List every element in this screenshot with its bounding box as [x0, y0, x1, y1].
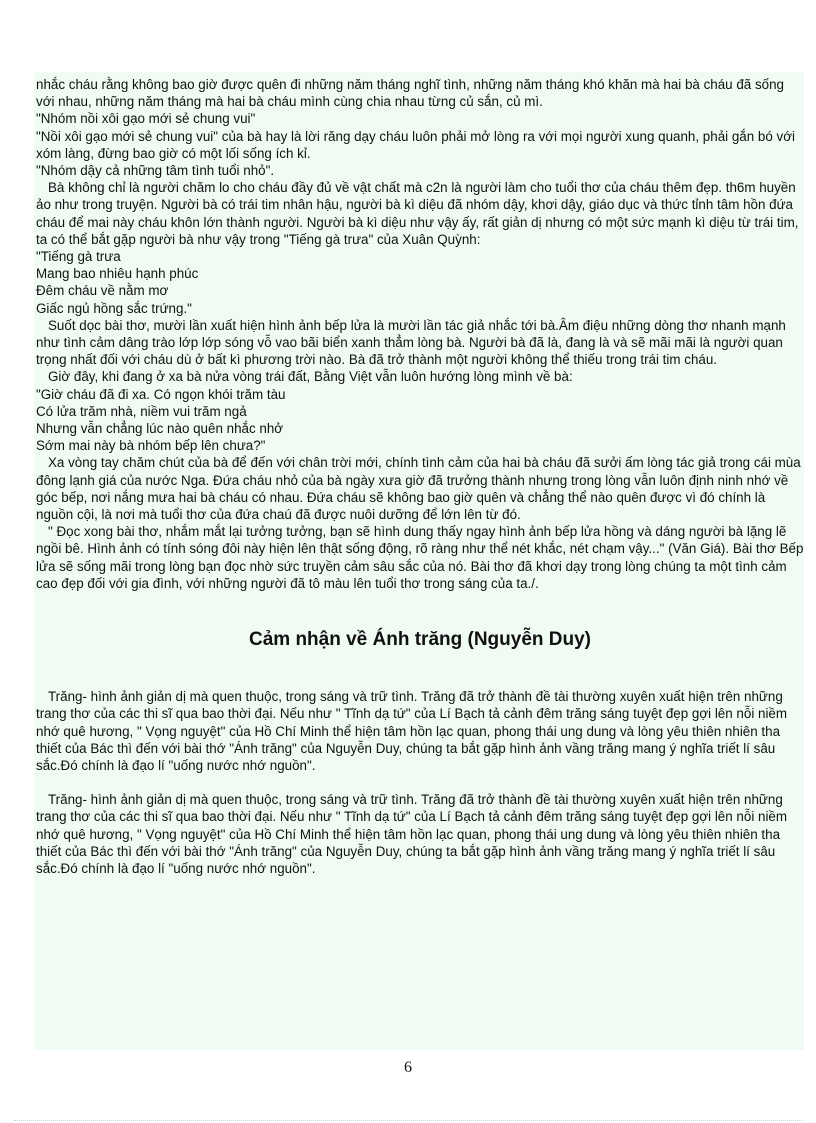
paragraph: Xa vòng tay chăm chút của bà để đến với chân trời mới, chính tình cảm của hai bà cháu đã sưởi ấm lòng tác giả trong cái mùa đông lạnh giá của nước Nga. Đứa cháu nhỏ của bà ngày xưa giờ đã trưởng thành nhưng trong lòng vẫn luôn định ninh nhớ về góc bếp, nơi nắng mưa hai bà cháu có nhau. Đứa cháu sẽ không bao giờ quên và chẳng thể nào quên được vì đó chính là nguồn cội, là nơi mà tuổi thơ của đứa chaú đã được nuôi dưỡng để lớn lên từ đó.: [36, 455, 801, 523]
poem-line: "Giờ cháu đã đi xa. Có ngọn khói trăm tàu: [36, 386, 286, 402]
paragraph-continuation: nhắc cháu rằng không bao giờ được quên đi những năm tháng nghĩ tình, những năm tháng khó khăn mà hai bà cháu đã sống với nhau, những năm tháng mà hai bà cháu mình cùng chia nhau từng củ sắn, củ mì.: [36, 77, 784, 110]
poem-line: Sớm mai này bà nhóm bếp lên chưa?": [36, 438, 266, 454]
paragraph: Giờ đây, khi đang ở xa bà nửa vòng trái đất, Bằng Việt vẫn luôn hướng lòng mình về bà:: [48, 369, 573, 385]
poem-line: Có lửa trăm nhà, niềm vui trăm ngả: [36, 403, 247, 419]
paragraph: "Nồi xôi gạo mới sẻ chung vui" của bà hay là lời răng dạy cháu luôn phải mở lòng ra với mọi người xung quanh, phải gắn bó với xóm làng, đừng bao giờ có một lối sống ích kỉ.: [36, 128, 795, 161]
poem-line: Giấc ngủ hồng sắc trứng.": [36, 300, 192, 316]
document-body: [36, 76, 804, 877]
poem-line: Mang bao nhiêu hạnh phúc: [36, 266, 199, 282]
quote-line: "Nhóm nồi xôi gạo mới sẻ chung vui": [36, 111, 256, 127]
quote-line: "Nhóm dậy cả những tâm tình tuổi nhỏ".: [36, 163, 275, 179]
page-number: 6: [404, 1059, 412, 1076]
paragraph: Bà không chỉ là người chăm lo cho cháu đầy đủ về vật chất mà c2n là người làm cho tuổi thơ của cháu thêm đẹp. th6m huyền ảo như trong truyện. Người bà có trái tim nhân hậu, người bà kì diệu đã nhóm dậy, khơi dậy, giáo dục và thức tỉnh tâm hồn đứa cháu để mai này cháu khôn lớn thành người. Người bà kì diệu như vậy ấy, rất giản dị nhưng có một sức mạnh kì diệu từ trái tim, ta có thể bắt gặp người bà như vậy trong "Tiếng gà trưa" của Xuân Quỳnh:: [36, 180, 799, 247]
paragraph: " Đọc xong bài thơ, nhắm mắt lại tưởng tưởng, bạn sẽ hình dung thấy ngay hình ảnh bếp lửa hồng và dáng người bà lặng lẽ ngồi bê. Hình ảnh có tính sóng đôi này hiện lên thật sống động, rõ ràng như thể nét khắc, nét chạm vậy..." (Văn Giá). Bài thơ Bếp lửa sẽ sống mãi trong lòng bạn đọc nhờ sức truyền cảm sâu sắc của nó. Bài thơ đã khơi dạy trong lòng chúng ta một tình cảm cao đẹp đối với gia đình, với những người đã tô màu lên tuổi thơ trong sáng của ta./.: [36, 524, 804, 591]
poem-line: Nhưng vẫn chẳng lúc nào quên nhắc nhở: [36, 421, 284, 437]
page-bottom-divider: [14, 1120, 802, 1121]
section-paragraph: Trăng- hình ảnh giản dị mà quen thuộc, trong sáng và trữ tình. Trăng đã trở thành đề tài thường xuyên xuất hiện trên những trang thơ của các thi sĩ qua bao thời đại. Nếu như " Tĩnh dạ tứ" của Lí Bạch tả cảnh đêm trăng sáng tuyệt đẹp gợi lên nỗi niềm nhớ quê hương, " Vọng nguyệt" của Hồ Chí Minh thể hiện tâm hồn lạc quan, phong thái ung dung và lòng yêu thiên nhiên tha thiết của Bác thì đến với bài thớ "Ánh trăng" của Nguyễn Duy, chúng ta bắt gặp hình ảnh vầng trăng mang ý nghĩa triết lí sâu sắc.Đó chính là đạo lí "uống nước nhớ nguồn".: [36, 689, 788, 773]
poem-line: "Tiếng gà trưa: [36, 249, 121, 265]
section-paragraph: Trăng- hình ảnh giản dị mà quen thuộc, trong sáng và trữ tình. Trăng đã trở thành đề tài thường xuyên xuất hiện trên những trang thơ của các thi sĩ qua bao thời đại. Nếu như " Tĩnh dạ tứ" của Lí Bạch tả cảnh đêm trăng sáng tuyệt đẹp gợi lên nỗi niềm nhớ quê hương, " Vọng nguyệt" của Hồ Chí Minh thể hiện tâm hồn lạc quan, phong thái ung dung và lòng yêu thiên nhiên tha thiết của Bác thì đến với bài thớ "Ánh trăng" của Nguyễn Duy, chúng ta bắt gặp hình ảnh vầng trăng mang ý nghĩa triết lí sâu sắc.Đó chính là đạo lí "uống nước nhớ nguồn".: [36, 792, 788, 876]
paragraph-gap: [36, 774, 804, 791]
poem-line: Đêm cháu về nằm mơ: [36, 283, 169, 299]
section-title: Cảm nhận về Ánh trăng (Nguyễn Duy): [248, 629, 592, 651]
paragraph: Suốt dọc bài thơ, mười lần xuất hiện hình ảnh bếp lửa là mười lần tác giả nhắc tới bà.Âm điệu những dòng thơ nhanh mạnh như tình cảm dâng trào lớp lớp sóng vỗ vao bãi biển xanh thẳm lòng bà. Người bà đã là, đang là và sẽ mãi mãi là người quan trọng nhất đối với cháu dù ở bất kì phương trời nào. Bà đã trở thành một người không thể thiếu trong trái tim cháu.: [36, 317, 786, 368]
